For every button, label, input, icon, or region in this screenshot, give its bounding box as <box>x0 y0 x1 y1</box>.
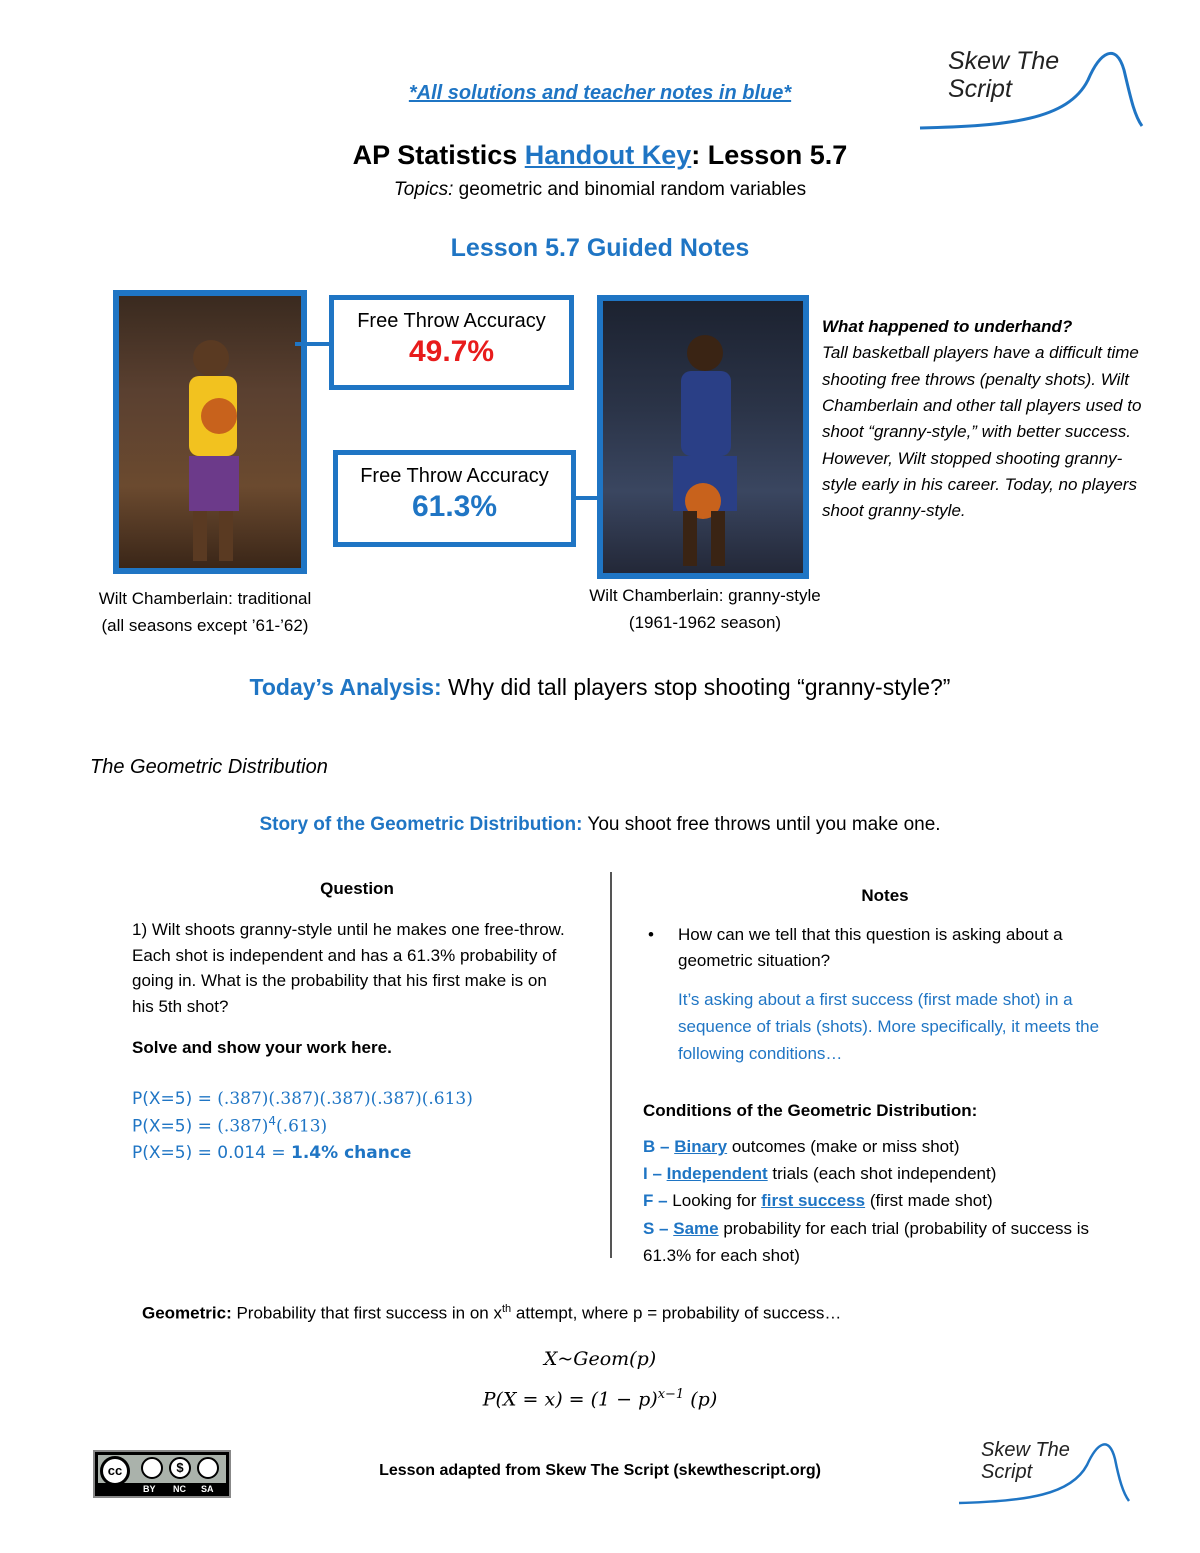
logo-line-1: Skew The <box>948 47 1060 75</box>
box2-value: 61.3% <box>411 490 498 523</box>
conditions-list <box>643 1133 1103 1269</box>
topics-text: geometric and binomial random variables <box>453 179 807 200</box>
wilt-traditional-photo <box>113 290 307 574</box>
story-text: You shoot free throws until you make one. <box>582 814 941 835</box>
page-title <box>200 140 1000 171</box>
notes-header: Notes <box>861 886 909 905</box>
cc-license-badge[interactable] <box>93 1450 231 1498</box>
wilt-granny-style-photo <box>597 295 809 579</box>
box2-label: Free Throw Accuracy <box>360 465 549 487</box>
handout-key-link[interactable]: Handout Key <box>524 140 692 170</box>
footer-logo <box>955 1435 1135 1510</box>
analysis-label: Today’s Analysis: <box>249 674 442 700</box>
notes-answer: It’s asking about a first success (first made shot) in a sequence of trials (shots). More specifically, it meets the following conditions… <box>678 990 1100 1064</box>
story-label: Story of the Geometric Distribution: <box>259 814 583 835</box>
caption1-line2: (all seasons except ’61-’62) <box>101 616 309 636</box>
free-throw-accuracy-granny <box>333 450 576 547</box>
title-prefix: AP Statistics <box>352 140 525 170</box>
footer-logo-line-1: Skew The <box>981 1439 1070 1461</box>
analysis-text: Why did tall players stop shooting “granny-style?” <box>441 674 951 700</box>
logo-curve-icon <box>918 40 1148 135</box>
column-divider <box>610 872 612 1258</box>
logo-line-2: Script <box>948 74 1012 103</box>
geometric-definition: Geometric: Probability that first success in on $x^{th}$ attempt, where p = probability of success… <box>142 1303 842 1323</box>
side-note-body: Tall basketball players have a difficult time shooting free throws (penalty shots). Wilt Chamberlain and other tall players used to shoot “granny-style,” with better success. However, Wilt stopped shooting granny-style early in his career. Today, no players shoot granny-style. <box>822 343 1142 521</box>
footer-logo-curve-icon <box>955 1435 1135 1510</box>
solution-line-1: P(X=5) = (.387)(.387)(.387)(.387)(.613) <box>132 1089 473 1109</box>
topics-line <box>200 179 1000 201</box>
free-throw-accuracy-traditional <box>329 295 574 390</box>
conditions-heading: Conditions of the Geometric Distribution: <box>643 1101 978 1120</box>
side-note-heading: What happened to underhand? <box>822 317 1073 336</box>
solution-line-3: P(X=5) = 0.014 = 1.4% chance <box>132 1143 412 1164</box>
nc-icon: $ <box>169 1457 191 1479</box>
todays-analysis <box>100 674 1100 701</box>
condition-first-success: F – Looking for first success (first made shot) <box>643 1191 993 1211</box>
title-suffix: : Lesson 5.7 <box>691 140 848 170</box>
player-figure-icon <box>119 296 301 568</box>
box1-label: Free Throw Accuracy <box>357 310 546 332</box>
question-text: 1) Wilt shoots granny-style until he makes one free-throw. Each shot is independent and has a 61.3% probability of going in. What is the probability that his first make is on his 5th shot? <box>132 920 565 1016</box>
guided-notes-heading: Lesson 5.7 Guided Notes <box>450 234 750 262</box>
solution-work <box>132 1086 572 1167</box>
condition-same: S – Same probability for each trial (probability of success is 61.3% for each shot) <box>643 1218 1090 1265</box>
geometric-section-heading: The Geometric Distribution <box>90 756 328 778</box>
geometric-formula: $P(X = x) = (1 - p)^{x-1}$ (p) <box>482 1387 718 1411</box>
geometric-notation: X~Geom(p) <box>543 1348 657 1370</box>
notes-bullet-question: How can we tell that this question is asking about a geometric situation? <box>678 925 1063 971</box>
condition-binary: B – Binary outcomes (make or miss shot) <box>643 1137 960 1156</box>
underhand-side-note <box>822 314 1152 525</box>
footer-logo-line-2: Script <box>981 1461 1033 1483</box>
cc-icon: cc <box>100 1456 130 1486</box>
condition-independent: I – Independent trials (each shot independent) <box>643 1164 997 1184</box>
cc-label-sa: SA <box>201 1484 214 1494</box>
bullet-icon: • <box>648 925 654 944</box>
cc-label-by: BY <box>143 1484 156 1494</box>
solution-line-2: $P(X=5) = (.387)^4(.613)$ <box>132 1114 328 1137</box>
question-header: Question <box>320 879 394 898</box>
caption-granny <box>565 582 845 636</box>
solve-prompt: Solve and show your work here. <box>132 1038 392 1057</box>
geometric-story <box>100 814 1100 836</box>
skew-the-script-logo <box>918 40 1148 135</box>
teacher-notes-banner: *All solutions and teacher notes in blue* <box>408 82 792 104</box>
caption2-line1: Wilt Chamberlain: granny-style <box>589 586 821 605</box>
caption-traditional <box>70 585 340 639</box>
cc-label-nc: NC <box>173 1484 186 1494</box>
by-icon <box>141 1457 163 1479</box>
sa-icon <box>197 1457 219 1479</box>
box1-value: 49.7% <box>408 335 495 368</box>
caption2-line2: (1961-1962 season) <box>628 613 782 633</box>
footer-attribution: Lesson adapted from Skew The Script (skewthescript.org) <box>379 1462 821 1479</box>
player-figure-icon <box>603 301 803 573</box>
topics-label: Topics: <box>393 179 454 200</box>
caption1-line1: Wilt Chamberlain: traditional <box>98 589 312 608</box>
